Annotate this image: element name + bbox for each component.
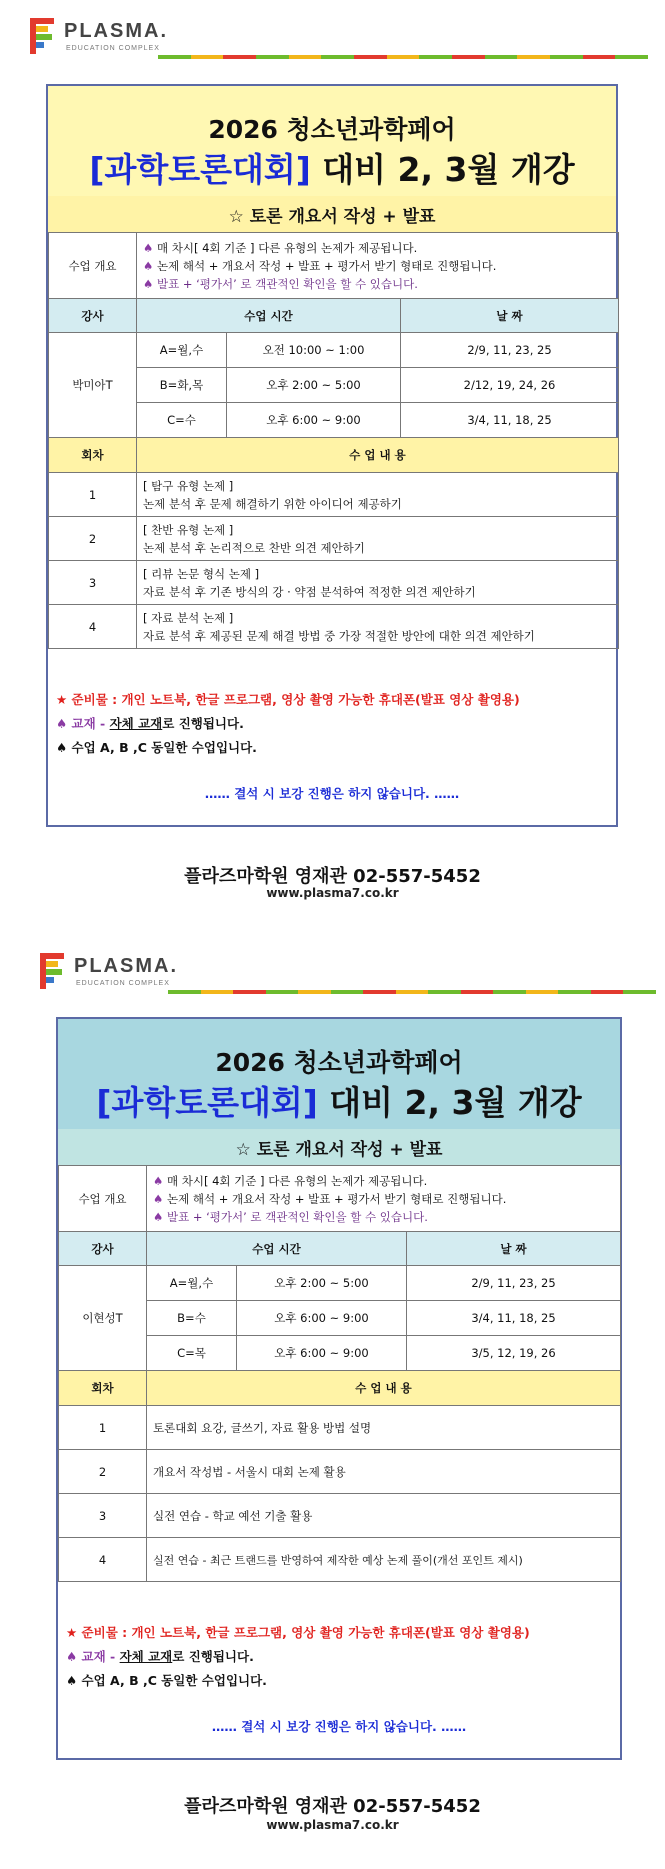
stripe-segment [158,55,191,59]
stripe-segment [191,55,224,59]
schedule-table [48,232,619,649]
absence-note: …… 결석 시 보강 진행은 하지 않습니다. …… [204,786,460,801]
plasma-logo-icon [30,18,54,54]
stripe-segment [558,990,591,994]
stripe-segment [550,55,583,59]
title-highlight: [과학토론대회] [89,150,311,189]
overview-cell [137,233,619,299]
plasma-logo-icon [40,953,64,989]
title-line-2 [58,1077,620,1124]
round-content: [ 자료 분석 논제 ] 자료 분석 후 제공된 문제 해결 방법 중 가장 적절한 방안에 대한 의견 제안하기 [137,605,619,649]
header-time: 수업 시간 [147,1232,407,1266]
footer-url[interactable]: www.plasma7.co.kr [266,1818,399,1832]
stripe-segment [452,55,485,59]
stripe-segment [266,990,299,994]
round-number: 2 [49,517,137,561]
class-name: C=수 [137,403,227,438]
spade-icon: ♠ [143,240,154,255]
stripe-segment [461,990,494,994]
class-time: 오후 6:00 ~ 9:00 [227,403,401,438]
stripe-segment [354,55,387,59]
header-teacher: 강사 [49,299,137,333]
title-rest: 대비 2, 3월 개강 [310,150,575,189]
title-line-1: 2026 청소년과학페어 [208,115,456,144]
title-line-2 [48,144,616,191]
prep-note: ★ 준비물 : 개인 노트북, 한글 프로그램, 영상 촬영 가능한 휴대폰(발표 영상 촬영용) [56,692,520,707]
class-time: 오후 2:00 ~ 5:00 [237,1266,407,1301]
class-name: A=월,수 [137,333,227,368]
spade-icon: ♠ [153,1173,164,1188]
spade-icon: ♠ [153,1191,164,1206]
round-content: [ 리뷰 논문 형식 논제 ] 자료 분석 후 기존 방식의 강 · 약점 분석하여 적정한 의견 제안하기 [137,561,619,605]
stripe-segment [615,55,648,59]
class-name: C=목 [147,1336,237,1371]
class-dates: 2/12, 19, 24, 26 [401,368,619,403]
stripe-segment [387,55,420,59]
class-time: 오후 6:00 ~ 9:00 [237,1336,407,1371]
round-content: [ 찬반 유형 논제 ] 논제 분석 후 논리적으로 찬반 의견 제안하기 [137,517,619,561]
flyer-panel-2 [56,1017,622,1760]
class-dates: 3/4, 11, 18, 25 [407,1301,621,1336]
class-dates: 2/9, 11, 23, 25 [407,1266,621,1301]
stripe-segment [623,990,656,994]
class-dates: 3/5, 12, 19, 26 [407,1336,621,1371]
stripe-segment [321,55,354,59]
stripe-segment [485,55,518,59]
stripe-segment [419,55,452,59]
same-class-note: ♠ 수업 A, B ,C 동일한 수업입니다. [56,740,257,755]
overview-item: ♠ 매 차시[ 4회 기준 ] 다른 유형의 논제가 제공됩니다. [143,240,418,255]
round-content: 토론대회 요강, 글쓰기, 자료 활용 방법 설명 [147,1406,621,1450]
logo-name: PLASMA. [74,955,178,977]
header-logo-1 [0,10,665,60]
overview-label: 수업 개요 [49,233,137,299]
round-content: 실전 연습 - 학교 예선 기출 활용 [147,1494,621,1538]
footer-name: 플라즈마학원 영재관 02-557-5452 [184,1796,481,1817]
stripe-segment [363,990,396,994]
class-name: B=수 [147,1301,237,1336]
stripe-segment [298,990,331,994]
round-content: 실전 연습 - 최근 트랜드를 반영하여 제작한 예상 논제 풀이(개선 포인트 제시) [147,1538,621,1582]
stripe-segment [256,55,289,59]
subtitle-bar: ☆ 토론 개요서 작성 + 발표 [48,196,616,232]
class-dates: 2/9, 11, 23, 25 [401,333,619,368]
same-class-note: ♠ 수업 A, B ,C 동일한 수업입니다. [66,1673,267,1688]
stripe-segment [583,55,616,59]
material-note: ♠ 교재 - 자체 교재로 진행됩니다. [56,716,244,731]
header-logo-2 [0,945,665,995]
stripe-segment [233,990,266,994]
round-content: 개요서 작성법 - 서울시 대회 논제 활용 [147,1450,621,1494]
title-area [58,1019,620,1129]
footer-url[interactable]: www.plasma7.co.kr [266,886,399,900]
color-stripe [158,55,648,59]
round-number: 1 [49,473,137,517]
schedule-table [58,1165,621,1582]
overview-item: ♠ 매 차시[ 4회 기준 ] 다른 유형의 논제가 제공됩니다. [153,1173,428,1188]
overview-item: ♠ 논제 해석 + 개요서 작성 + 발표 + 평가서 받기 형태로 진행됩니다. [153,1191,507,1206]
round-number: 4 [49,605,137,649]
teacher-name: 이현성T [59,1266,147,1371]
stripe-segment [168,990,201,994]
spade-icon: ♠ [143,276,154,291]
spade-icon: ♠ [153,1209,164,1224]
flyer-panel-1 [46,84,618,827]
logo-name: PLASMA. [64,20,168,42]
stripe-segment [428,990,461,994]
overview-label: 수업 개요 [59,1166,147,1232]
round-number: 4 [59,1538,147,1582]
logo-subtitle: EDUCATION COMPLEX [66,45,160,52]
round-content: [ 탐구 유형 논제 ] 논제 분석 후 문제 해결하기 위한 아이디어 제공하기 [137,473,619,517]
header-teacher: 강사 [59,1232,147,1266]
stripe-segment [396,990,429,994]
round-number: 2 [59,1450,147,1494]
subtitle-bar: ☆ 토론 개요서 작성 + 발표 [58,1129,620,1165]
stripe-segment [493,990,526,994]
title-rest: 대비 2, 3월 개강 [317,1083,582,1122]
stripe-segment [517,55,550,59]
overview-item: ♠ 논제 해석 + 개요서 작성 + 발표 + 평가서 받기 형태로 진행됩니다. [143,258,497,273]
class-dates: 3/4, 11, 18, 25 [401,403,619,438]
round-number: 3 [49,561,137,605]
class-time: 오후 6:00 ~ 9:00 [237,1301,407,1336]
color-stripe [168,990,656,994]
header-date: 날 짜 [407,1232,621,1266]
prep-note: ★ 준비물 : 개인 노트북, 한글 프로그램, 영상 촬영 가능한 휴대폰(발표 영상 촬영용) [66,1625,530,1640]
overview-item: ♠ 발표 + ‘평가서’ 로 객관적인 확인을 할 수 있습니다. [153,1209,428,1224]
header-date: 날 짜 [401,299,619,333]
round-number: 1 [59,1406,147,1450]
header-content: 수 업 내 용 [147,1371,621,1406]
teacher-name: 박미아T [49,333,137,438]
spade-icon: ♠ [143,258,154,273]
class-name: A=월,수 [147,1266,237,1301]
stripe-segment [201,990,234,994]
stripe-segment [223,55,256,59]
absence-note: …… 결석 시 보강 진행은 하지 않습니다. …… [211,1719,467,1734]
title-highlight: [과학토론대회] [96,1083,318,1122]
class-time: 오후 2:00 ~ 5:00 [227,368,401,403]
header-round: 회차 [49,438,137,473]
overview-item: ♠ 발표 + ‘평가서’ 로 객관적인 확인을 할 수 있습니다. [143,276,418,291]
class-name: B=화,목 [137,368,227,403]
stripe-segment [591,990,624,994]
overview-cell [147,1166,621,1232]
stripe-segment [526,990,559,994]
stripe-segment [331,990,364,994]
header-round: 회차 [59,1371,147,1406]
footer-name: 플라즈마학원 영재관 02-557-5452 [184,866,481,887]
header-content: 수 업 내 용 [137,438,619,473]
header-time: 수업 시간 [137,299,401,333]
stripe-segment [289,55,322,59]
title-line-1: 2026 청소년과학페어 [215,1048,463,1077]
logo-subtitle: EDUCATION COMPLEX [76,980,170,987]
class-time: 오전 10:00 ~ 1:00 [227,333,401,368]
material-note: ♠ 교재 - 자체 교재로 진행됩니다. [66,1649,254,1664]
title-area [48,86,616,196]
round-number: 3 [59,1494,147,1538]
